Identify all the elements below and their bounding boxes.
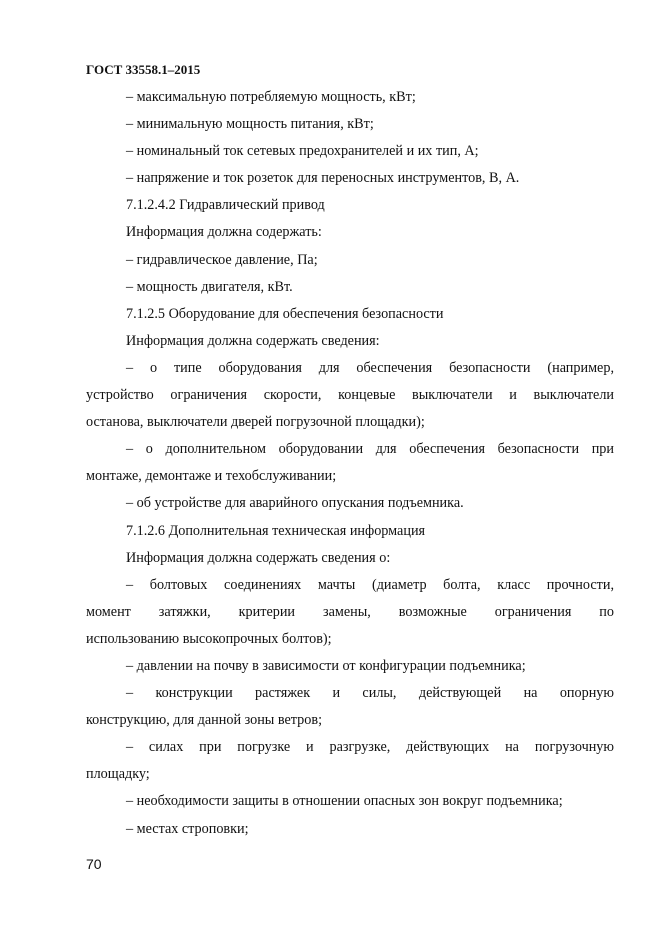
text-line: момент затяжки, критерии замены, возможные ограничения по (86, 603, 614, 620)
text-line: использованию высокопрочных болтов); (86, 630, 332, 647)
text-line: – конструкции растяжек и силы, действующей на опорную (126, 685, 614, 702)
text-line: конструкцию, для данной зоны ветров; (86, 712, 323, 729)
text-line: 7.1.2.4.2 Гидравлический привод (126, 197, 325, 214)
text-line: – гидравлическое давление, Па; (126, 251, 318, 268)
text-line: – о типе оборудования для обеспечения безопасности (например, (126, 359, 614, 376)
text-line: монтаже, демонтаже и техобслуживании; (86, 468, 337, 485)
text-line: – напряжение и ток розеток для переносных инструментов, В, А. (126, 170, 520, 187)
text-line: – необходимости защиты в отношении опасных зон вокруг подъемника; (126, 793, 563, 810)
text-line: останова, выключатели дверей погрузочной площадки); (86, 414, 425, 431)
text-line: устройство ограничения скорости, концевые выключатели и выключатели (86, 387, 614, 404)
text-line: – болтовых соединениях мачты (диаметр болта, класс прочности, (126, 576, 614, 593)
text-line: 7.1.2.6 Дополнительная техническая информация (126, 522, 426, 539)
text-line: Информация должна содержать сведения: (126, 332, 380, 349)
page-number: 70 (86, 856, 102, 872)
text-line: – давлении на почву в зависимости от конфигурации подъемника; (126, 657, 526, 674)
text-line: – номинальный ток сетевых предохранителей и их тип, А; (126, 143, 479, 160)
text-line: – о дополнительном оборудовании для обеспечения безопасности при (126, 441, 614, 458)
text-line: – об устройстве для аварийного опускания подъемника. (126, 495, 464, 512)
text-line: 7.1.2.5 Оборудование для обеспечения безопасности (126, 305, 444, 322)
document-header: ГОСТ 33558.1–2015 (86, 62, 201, 77)
text-line: площадку; (86, 766, 150, 783)
document-body (86, 84, 614, 843)
text-line: Информация должна содержать: (126, 224, 322, 241)
text-line: – минимальную мощность питания, кВт; (126, 116, 374, 133)
text-line: – мощность двигателя, кВт. (126, 278, 293, 295)
text-line: Информация должна содержать сведения о: (126, 549, 391, 566)
text-line: – силах при погрузке и разгрузке, действующих на погрузочную (126, 739, 614, 756)
text-line: – местах строповки; (126, 820, 249, 837)
text-line: – максимальную потребляемую мощность, кВт; (126, 89, 416, 105)
